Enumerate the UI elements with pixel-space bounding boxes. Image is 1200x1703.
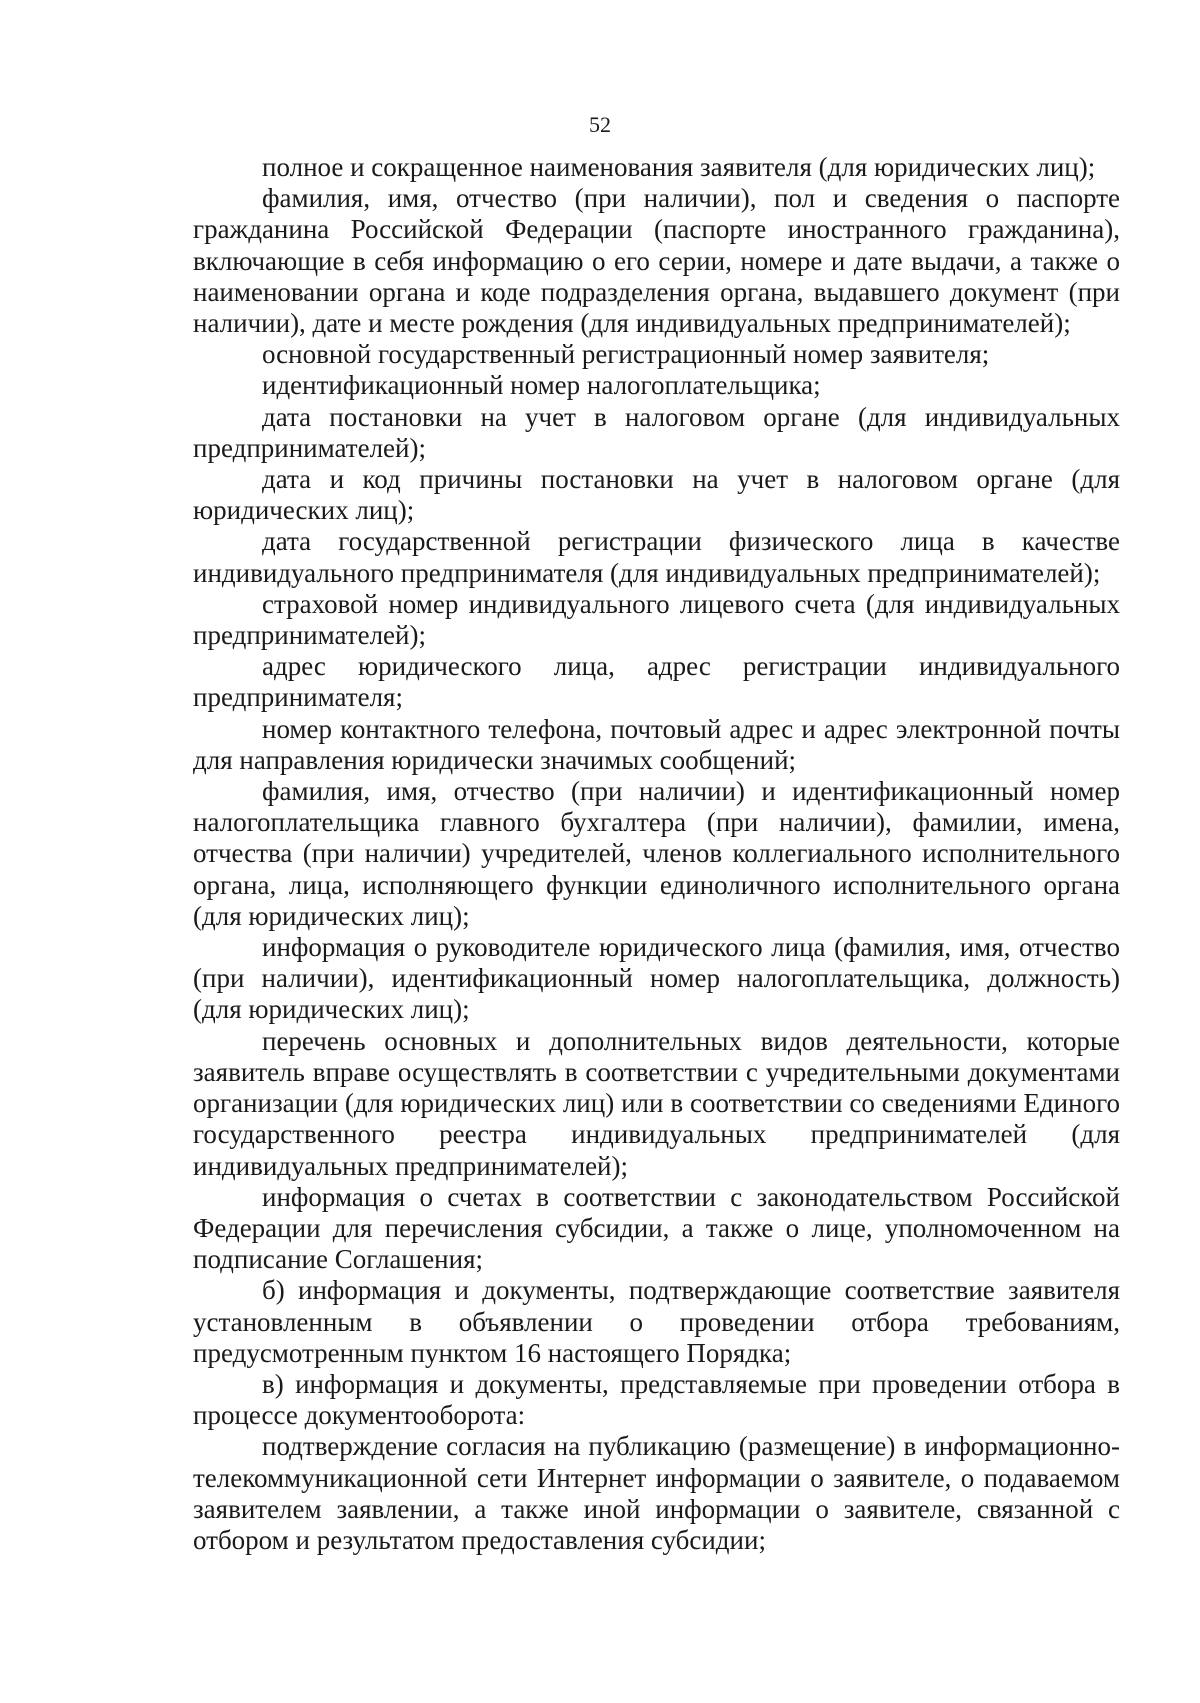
paragraph: в) информация и документы, представляемые при проведении отбора в процессе документооборота: xyxy=(193,1368,1120,1431)
page-number: 52 xyxy=(589,112,611,137)
paragraph: дата постановки на учет в налоговом органе (для индивидуальных предпринимателей); xyxy=(193,401,1120,463)
paragraph: перечень основных и дополнительных видов деятельности, которые заявитель вправе осуществлять в соответствии с учредительными документами организации (для юридических лиц) или в соответствии со сведениями Единого государственного реестра индивидуальных предпринимателей (для индивидуальных предпринимателей); xyxy=(193,1025,1120,1181)
paragraph: информация о счетах в соответствии с законодательством Российской Федерации для перечисления субсидии, а также о лице, уполномоченном на подписание Соглашения; xyxy=(193,1181,1120,1275)
document-body xyxy=(193,152,1120,1556)
paragraph: дата и код причины постановки на учет в налоговом органе (для юридических лиц); xyxy=(193,464,1120,526)
paragraph: б) информация и документы, подтверждающие соответствие заявителя установленным в объявлении о проведении отбора требованиям, предусмотренным пунктом 16 настоящего Порядка; xyxy=(193,1275,1120,1368)
paragraph: информация о руководителе юридического лица (фамилия, имя, отчество (при наличии), идентификационный номер налогоплательщика, должность) (для юридических лиц); xyxy=(193,932,1120,1025)
paragraph: фамилия, имя, отчество (при наличии), пол и сведения о паспорте гражданина Российской Федерации (паспорте иностранного гражданина), включающие в себя информацию о его серии, номере и дате выдачи, а также о наименовании органа и коде подразделения органа, выдавшего документ (при наличии), дате и месте рождения (для индивидуальных предпринимателей); xyxy=(193,183,1120,339)
paragraph: дата государственной регистрации физического лица в качестве индивидуального предпринимателя (для индивидуальных предпринимателей); xyxy=(193,526,1120,588)
paragraph: фамилия, имя, отчество (при наличии) и идентификационный номер налогоплательщика главного бухгалтера (при наличии), фамилии, имена, отчества (при наличии) учредителей, членов коллегиального исполнительного органа, лица, исполняющего функции единоличного исполнительного органа (для юридических лиц); xyxy=(193,776,1120,931)
paragraph: идентификационный номер налогоплательщика; xyxy=(262,370,821,401)
paragraph: основной государственный регистрационный номер заявителя; xyxy=(262,339,990,370)
paragraph: номер контактного телефона, почтовый адрес и адрес электронной почты для направления юридически значимых сообщений; xyxy=(193,713,1120,775)
paragraph: подтверждение согласия на публикацию (размещение) в информационно-телекоммуникационной сети Интернет информации о заявителе, о подаваемом заявителем заявлении, а также иной информации о заявителе, связанной с отбором и результатом предоставления субсидии; xyxy=(193,1431,1120,1555)
paragraph: адрес юридического лица, адрес регистрации индивидуального предпринимателя; xyxy=(193,651,1120,713)
paragraph: страховой номер индивидуального лицевого счета (для индивидуальных предпринимателей); xyxy=(193,588,1120,651)
paragraph: полное и сокращенное наименования заявителя (для юридических лиц); xyxy=(262,152,1096,182)
